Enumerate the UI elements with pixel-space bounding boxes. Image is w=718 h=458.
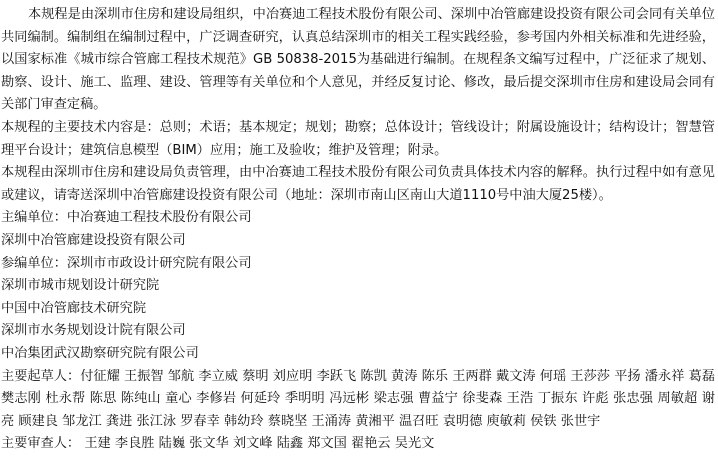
chief-editor-units <box>1 207 715 252</box>
management-paragraph: 本规程由深圳市住房和建设局负责管理，由中冶赛迪工程技术股份有限公司负责具体技术内容的解释。执行过程中如有意见或建议，请寄送深圳中冶管廊建设投资有限公司（地址：深圳市南山区南山大道1110号中油大厦25楼）。 <box>1 165 715 203</box>
participating-unit: 参编单位：深圳市市政设计研究院有限公司 <box>1 255 252 271</box>
technical-contents-paragraph: 本规程的主要技术内容是：总则；术语；基本规定；规划；勘察；总体设计；管线设计；附属设施设计；结构设计；智慧管理平台设计；建筑信息模型（BIM）应用；施工及验收；维护及管理；附录。 <box>1 119 715 158</box>
intro-paragraph: 本规程是由深圳市住房和建设局组织，中冶赛迪工程技术股份有限公司、深圳中冶管廊建设投资有限公司会同有关单位共同编制。编制组在编制过程中，广泛调查研究，认真总结深圳市的相关工程实践经验，参考国内外相关标准和先进经验，以国家标准《城市综合管廊工程技术规范》GB 50838-2015为基础进行编制。在规程条文编写过程中，广泛征求了规划、勘察、设计、施工、监理、建设、管理等有关单位和个人意见，并经反复讨论、修改，最后提交深圳市住房和建设局会同有关部门审查定稿。 <box>1 7 715 113</box>
participating-unit: 中国中冶管廊技术研究院 <box>1 300 147 316</box>
main-drafters-paragraph: 主要起草人：付征耀 王振智 邹航 李立威 蔡明 刘应明 李跃飞 陈凯 黄涛 陈乐 王两群 戴文涛 何瑶 王莎莎 平扬 潘永祥 葛磊 樊志刚 杜永帮 陈思 陈纯山 童心 李修岩 何延玲 季明明 冯远彬 梁志强 曹益宁 徐斐森 王浩 丁振东 许彪 张忠强 周敏超 谢亮 顾建良 邹龙江 龚进 张江泳 罗春幸 韩幼玲 蔡晓坚 王涌涛 黄湘平 温召旺 袁明德 庾敏莉 侯铁 张世宇 <box>1 368 715 429</box>
main-reviewers-line: 主要审查人： 王建 李良胜 陆巍 张文华 刘文峰 陆鑫 郑文国 翟艳云 吴光文 <box>1 436 435 452</box>
chief-editor-unit: 主编单位：中冶赛迪工程技术股份有限公司 <box>1 210 252 226</box>
participating-unit: 中冶集团武汉勘察研究院有限公司 <box>1 345 199 361</box>
participating-units <box>1 253 715 366</box>
participating-unit: 深圳市城市规划设计研究院 <box>1 278 160 294</box>
chief-editor-unit: 深圳中冶管廊建设投资有限公司 <box>1 232 186 248</box>
participating-unit: 深圳市水务规划设计院有限公司 <box>1 323 186 339</box>
